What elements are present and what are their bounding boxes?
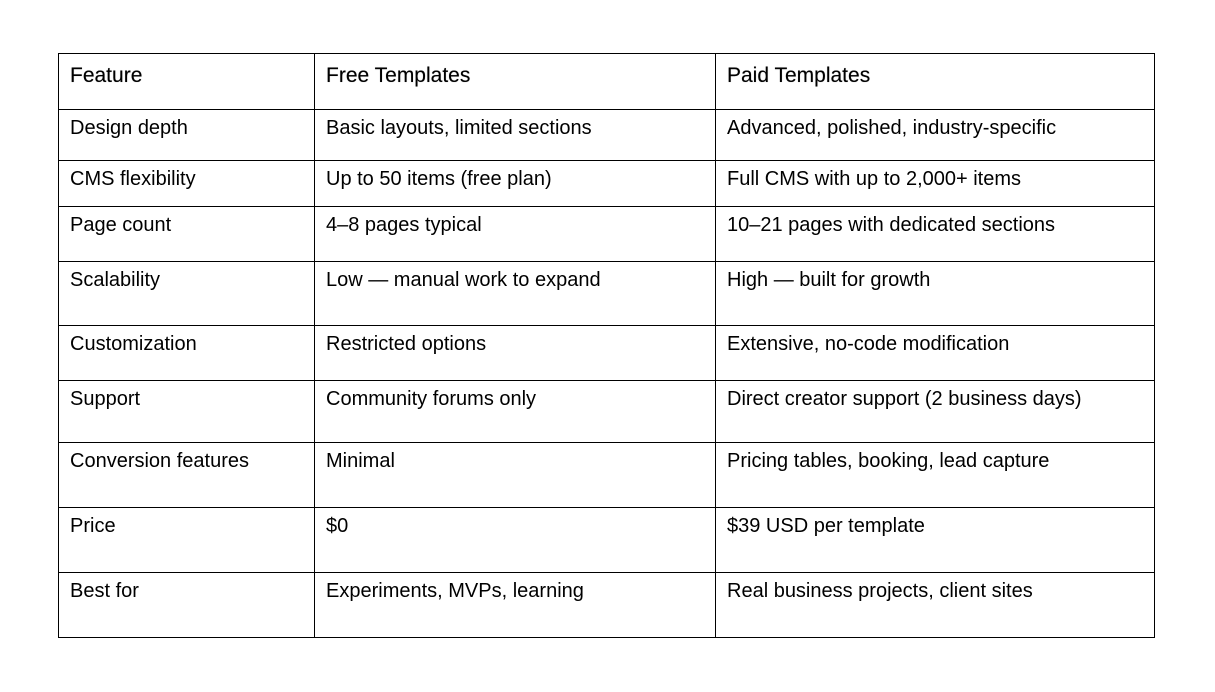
free-cell: Restricted options <box>315 326 716 381</box>
table-row <box>59 443 1155 508</box>
paid-cell: Pricing tables, booking, lead capture <box>716 443 1155 508</box>
paid-cell: Full CMS with up to 2,000+ items <box>716 161 1155 207</box>
paid-cell: Real business projects, client sites <box>716 573 1155 638</box>
feature-cell: Customization <box>59 326 315 381</box>
feature-cell: Best for <box>59 573 315 638</box>
free-cell: Community forums only <box>315 381 716 443</box>
feature-cell: Scalability <box>59 262 315 326</box>
paid-cell: Advanced, polished, industry-specific <box>716 110 1155 161</box>
paid-cell: 10–21 pages with dedicated sections <box>716 207 1155 262</box>
table-row <box>59 207 1155 262</box>
table-row <box>59 110 1155 161</box>
header-paid-templates: Paid Templates <box>716 54 1155 110</box>
free-cell: Minimal <box>315 443 716 508</box>
free-cell: Low — manual work to expand <box>315 262 716 326</box>
table-row <box>59 161 1155 207</box>
table-row <box>59 508 1155 573</box>
free-cell: $0 <box>315 508 716 573</box>
free-cell: 4–8 pages typical <box>315 207 716 262</box>
table-row <box>59 262 1155 326</box>
feature-cell: CMS flexibility <box>59 161 315 207</box>
feature-cell: Page count <box>59 207 315 262</box>
paid-cell: High — built for growth <box>716 262 1155 326</box>
paid-cell: Extensive, no-code modification <box>716 326 1155 381</box>
free-cell: Basic layouts, limited sections <box>315 110 716 161</box>
table-row <box>59 326 1155 381</box>
header-free-templates: Free Templates <box>315 54 716 110</box>
free-cell: Up to 50 items (free plan) <box>315 161 716 207</box>
table-row <box>59 573 1155 638</box>
feature-cell: Design depth <box>59 110 315 161</box>
table-header-row <box>59 54 1155 110</box>
feature-cell: Price <box>59 508 315 573</box>
header-feature: Feature <box>59 54 315 110</box>
paid-cell: Direct creator support (2 business days) <box>716 381 1155 443</box>
paid-cell: $39 USD per template <box>716 508 1155 573</box>
feature-cell: Support <box>59 381 315 443</box>
free-cell: Experiments, MVPs, learning <box>315 573 716 638</box>
comparison-table <box>58 53 1155 638</box>
table-row <box>59 381 1155 443</box>
feature-cell: Conversion features <box>59 443 315 508</box>
